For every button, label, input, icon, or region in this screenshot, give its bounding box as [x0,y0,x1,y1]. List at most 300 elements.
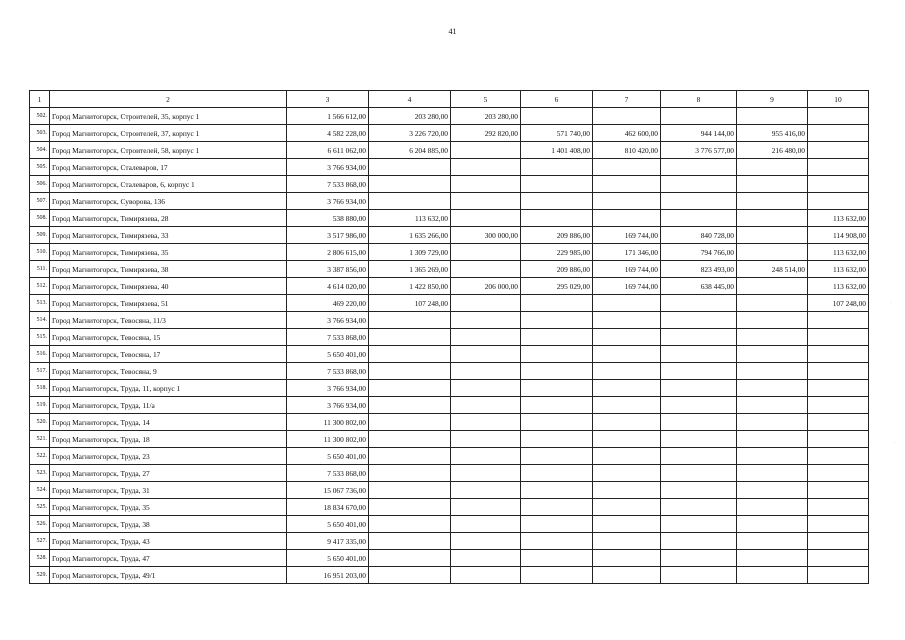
amount-cell [593,550,661,567]
amount-cell: 203 280,00 [451,108,521,125]
amount-cell [451,550,521,567]
amount-cell [737,210,808,227]
amount-cell: 113 632,00 [808,278,869,295]
amount-cell: 955 416,00 [737,125,808,142]
table-row [30,499,869,516]
amount-cell: 295 029,00 [521,278,593,295]
column-header: 8 [661,91,737,108]
amount-cell: 7 533 868,00 [287,176,369,193]
row-number-cell: 510. [30,244,50,261]
amount-cell: 248 514,00 [737,261,808,278]
amount-cell [808,125,869,142]
amount-cell [369,448,451,465]
amount-cell [737,465,808,482]
amount-cell: 1 566 612,00 [287,108,369,125]
amount-cell [593,363,661,380]
row-number-cell: 503. [30,125,50,142]
amount-cell [451,414,521,431]
table-row [30,210,869,227]
amount-cell [737,380,808,397]
row-number-cell: 513. [30,295,50,312]
data-table [29,90,869,584]
header-row [30,91,869,108]
amount-cell [808,397,869,414]
amount-cell [593,414,661,431]
amount-cell: 113 632,00 [808,244,869,261]
amount-cell: 3 226 720,00 [369,125,451,142]
amount-cell [593,516,661,533]
amount-cell [808,363,869,380]
amount-cell [661,499,737,516]
amount-cell [661,159,737,176]
amount-cell [369,550,451,567]
column-header: 6 [521,91,593,108]
amount-cell [451,482,521,499]
table-row [30,261,869,278]
amount-cell [521,312,593,329]
address-cell: Город Магнитогорск, Труда, 35 [50,499,287,516]
amount-cell: 171 346,00 [593,244,661,261]
table-row [30,550,869,567]
address-cell: Город Магнитогорск, Труда, 43 [50,533,287,550]
table-row [30,227,869,244]
address-cell: Город Магнитогорск, Труда, 31 [50,482,287,499]
amount-cell [521,159,593,176]
amount-cell [369,176,451,193]
amount-cell [737,499,808,516]
amount-cell [451,193,521,210]
amount-cell [451,329,521,346]
table-row [30,278,869,295]
amount-cell [808,499,869,516]
amount-cell: 638 445,00 [661,278,737,295]
row-number-cell: 527. [30,533,50,550]
amount-cell [521,516,593,533]
amount-cell [808,108,869,125]
address-cell: Город Магнитогорск, Тимирязева, 28 [50,210,287,227]
amount-cell: 107 248,00 [369,295,451,312]
row-number-cell: 517. [30,363,50,380]
amount-cell: 3 766 934,00 [287,312,369,329]
address-cell: Город Магнитогорск, Труда, 11, корпус 1 [50,380,287,397]
amount-cell [808,193,869,210]
amount-cell [451,567,521,584]
amount-cell [369,329,451,346]
amount-cell [593,312,661,329]
table-row [30,142,869,159]
table-row [30,176,869,193]
amount-cell: 5 650 401,00 [287,346,369,363]
amount-cell [808,431,869,448]
amount-cell: 3 766 934,00 [287,159,369,176]
amount-cell [737,278,808,295]
row-number-cell: 521. [30,431,50,448]
amount-cell: 3 387 856,00 [287,261,369,278]
amount-cell: 169 744,00 [593,227,661,244]
amount-cell [737,346,808,363]
amount-cell: 3 766 934,00 [287,193,369,210]
amount-cell [737,329,808,346]
amount-cell [593,482,661,499]
amount-cell [593,210,661,227]
amount-cell [369,380,451,397]
amount-cell [661,397,737,414]
amount-cell: 16 951 203,00 [287,567,369,584]
amount-cell [521,533,593,550]
amount-cell [593,295,661,312]
amount-cell [521,176,593,193]
amount-cell [369,499,451,516]
amount-cell [593,397,661,414]
table-row [30,567,869,584]
column-header: 5 [451,91,521,108]
amount-cell [661,380,737,397]
amount-cell [593,346,661,363]
amount-cell [369,363,451,380]
amount-cell [521,465,593,482]
amount-cell: 810 420,00 [593,142,661,159]
amount-cell: 229 985,00 [521,244,593,261]
amount-cell: 107 248,00 [808,295,869,312]
amount-cell: 11 300 802,00 [287,431,369,448]
amount-cell [593,329,661,346]
amount-cell [593,499,661,516]
amount-cell [808,414,869,431]
amount-cell: 1 401 408,00 [521,142,593,159]
amount-cell [661,465,737,482]
column-header: 2 [50,91,287,108]
amount-cell [521,363,593,380]
amount-cell: 4 614 020,00 [287,278,369,295]
table-row [30,363,869,380]
amount-cell [737,533,808,550]
amount-cell: 5 650 401,00 [287,516,369,533]
amount-cell [369,193,451,210]
row-number-cell: 520. [30,414,50,431]
amount-cell [737,397,808,414]
amount-cell [451,397,521,414]
amount-cell [661,431,737,448]
amount-cell: 113 632,00 [808,261,869,278]
row-number-cell: 529. [30,567,50,584]
amount-cell [521,329,593,346]
amount-cell [593,380,661,397]
row-number-cell: 506. [30,176,50,193]
table-row [30,244,869,261]
amount-cell [737,363,808,380]
table-row [30,380,869,397]
table-row [30,448,869,465]
table-row [30,397,869,414]
amount-cell [521,397,593,414]
amount-cell [808,448,869,465]
address-cell: Город Магнитогорск, Тимирязева, 51 [50,295,287,312]
amount-cell [521,448,593,465]
amount-cell [369,414,451,431]
row-number-cell: 526. [30,516,50,533]
amount-cell: 206 000,00 [451,278,521,295]
amount-cell: 7 533 868,00 [287,363,369,380]
amount-cell [808,312,869,329]
amount-cell [737,227,808,244]
amount-cell [451,499,521,516]
row-number-cell: 505. [30,159,50,176]
amount-cell: 1 635 266,00 [369,227,451,244]
row-number-cell: 519. [30,397,50,414]
row-number-cell: 516. [30,346,50,363]
address-cell: Город Магнитогорск, Тевосяна, 9 [50,363,287,380]
amount-cell [521,210,593,227]
amount-cell: 169 744,00 [593,278,661,295]
amount-cell: 3 776 577,00 [661,142,737,159]
amount-cell [737,193,808,210]
address-cell: Город Магнитогорск, Труда, 27 [50,465,287,482]
amount-cell [451,431,521,448]
amount-cell [593,533,661,550]
amount-cell [661,295,737,312]
amount-cell [661,533,737,550]
amount-cell [369,482,451,499]
amount-cell [451,295,521,312]
amount-cell [737,567,808,584]
amount-cell [593,108,661,125]
amount-cell [593,465,661,482]
table-row [30,329,869,346]
address-cell: Город Магнитогорск, Труда, 38 [50,516,287,533]
table-row [30,125,869,142]
amount-cell [808,550,869,567]
amount-cell [451,533,521,550]
amount-cell [808,329,869,346]
amount-cell [521,380,593,397]
address-cell: Город Магнитогорск, Суворова, 136 [50,193,287,210]
amount-cell: 113 632,00 [808,210,869,227]
amount-cell [369,465,451,482]
amount-cell [737,550,808,567]
amount-cell [451,176,521,193]
amount-cell [521,567,593,584]
amount-cell [521,550,593,567]
amount-cell [593,567,661,584]
amount-cell [521,482,593,499]
amount-cell: 209 886,00 [521,227,593,244]
amount-cell [369,346,451,363]
amount-cell: 6 204 885,00 [369,142,451,159]
row-number-cell: 512. [30,278,50,295]
amount-cell: 6 611 062,00 [287,142,369,159]
amount-cell [737,108,808,125]
column-header: 10 [808,91,869,108]
amount-cell: 18 834 670,00 [287,499,369,516]
amount-cell: 7 533 868,00 [287,329,369,346]
address-cell: Город Магнитогорск, Строителей, 58, корпус 1 [50,142,287,159]
amount-cell [521,346,593,363]
amount-cell [661,329,737,346]
table-row [30,516,869,533]
amount-cell [661,363,737,380]
row-number-cell: 507. [30,193,50,210]
row-number-cell: 522. [30,448,50,465]
amount-cell: 538 880,00 [287,210,369,227]
amount-cell: 113 632,00 [369,210,451,227]
row-number-cell: 515. [30,329,50,346]
table-body [30,91,869,584]
amount-cell [451,244,521,261]
amount-cell [661,448,737,465]
amount-cell [451,159,521,176]
row-number-cell: 514. [30,312,50,329]
amount-cell [593,159,661,176]
amount-cell [661,193,737,210]
amount-cell [661,482,737,499]
amount-cell [521,431,593,448]
amount-cell: 1 309 729,00 [369,244,451,261]
table-row [30,414,869,431]
amount-cell: 1 422 850,00 [369,278,451,295]
amount-cell: 203 280,00 [369,108,451,125]
amount-cell: 15 067 736,00 [287,482,369,499]
amount-cell: 944 144,00 [661,125,737,142]
amount-cell [369,567,451,584]
amount-cell [451,465,521,482]
amount-cell [737,516,808,533]
row-number-cell: 524. [30,482,50,499]
amount-cell [808,346,869,363]
scan-speck: · [893,440,895,446]
scan-speck: · [890,300,892,306]
amount-cell: 1 365 269,00 [369,261,451,278]
amount-cell: 300 000,00 [451,227,521,244]
row-number-cell: 508. [30,210,50,227]
address-cell: Город Магнитогорск, Строителей, 35, корпус 1 [50,108,287,125]
amount-cell: 571 740,00 [521,125,593,142]
amount-cell [661,210,737,227]
amount-cell [593,448,661,465]
amount-cell [451,142,521,159]
amount-cell: 823 493,00 [661,261,737,278]
amount-cell: 11 300 802,00 [287,414,369,431]
amount-cell [808,533,869,550]
table-row [30,465,869,482]
address-cell: Город Магнитогорск, Сталеваров, 17 [50,159,287,176]
amount-cell [808,516,869,533]
address-cell: Город Магнитогорск, Труда, 47 [50,550,287,567]
amount-cell: 4 582 228,00 [287,125,369,142]
amount-cell: 169 744,00 [593,261,661,278]
amount-cell [521,193,593,210]
amount-cell [808,380,869,397]
row-number-cell: 511. [30,261,50,278]
table-row [30,193,869,210]
row-number-cell: 504. [30,142,50,159]
amount-cell [521,108,593,125]
amount-cell [661,312,737,329]
amount-cell [451,210,521,227]
address-cell: Город Магнитогорск, Строителей, 37, корпус 1 [50,125,287,142]
page-number: 41 [448,27,457,36]
amount-cell [521,295,593,312]
amount-cell [737,482,808,499]
amount-cell: 5 650 401,00 [287,550,369,567]
amount-cell [737,176,808,193]
amount-cell [451,363,521,380]
table-row [30,346,869,363]
amount-cell [661,516,737,533]
amount-cell [521,499,593,516]
table-row [30,431,869,448]
row-number-cell: 502. [30,108,50,125]
amount-cell [451,312,521,329]
amount-cell [451,261,521,278]
amount-cell [451,516,521,533]
table-row [30,533,869,550]
amount-cell [661,108,737,125]
amount-cell [737,244,808,261]
amount-cell [808,482,869,499]
amount-cell: 462 600,00 [593,125,661,142]
column-header: 4 [369,91,451,108]
address-cell: Город Магнитогорск, Тимирязева, 35 [50,244,287,261]
amount-cell [737,295,808,312]
amount-cell [808,159,869,176]
amount-cell [661,567,737,584]
amount-cell: 209 886,00 [521,261,593,278]
amount-cell [593,431,661,448]
address-cell: Город Магнитогорск, Тевосяна, 15 [50,329,287,346]
amount-cell [451,380,521,397]
row-number-cell: 509. [30,227,50,244]
address-cell: Город Магнитогорск, Труда, 14 [50,414,287,431]
amount-cell [737,448,808,465]
address-cell: Город Магнитогорск, Тимирязева, 33 [50,227,287,244]
address-cell: Город Магнитогорск, Труда, 49/1 [50,567,287,584]
column-header: 1 [30,91,50,108]
amount-cell [369,431,451,448]
amount-cell: 794 766,00 [661,244,737,261]
column-header: 3 [287,91,369,108]
row-number-cell: 528. [30,550,50,567]
amount-cell [661,176,737,193]
column-header: 7 [593,91,661,108]
amount-cell: 3 766 934,00 [287,397,369,414]
amount-cell [369,516,451,533]
amount-cell: 840 728,00 [661,227,737,244]
address-cell: Город Магнитогорск, Сталеваров, 6, корпус 1 [50,176,287,193]
amount-cell [661,550,737,567]
row-number-cell: 523. [30,465,50,482]
amount-cell: 3 766 934,00 [287,380,369,397]
amount-cell [737,159,808,176]
amount-cell: 114 908,00 [808,227,869,244]
table-row [30,482,869,499]
amount-cell [661,346,737,363]
amount-cell [808,142,869,159]
amount-cell: 9 417 335,00 [287,533,369,550]
amount-cell [369,397,451,414]
row-number-cell: 525. [30,499,50,516]
amount-cell: 3 517 986,00 [287,227,369,244]
amount-cell [369,533,451,550]
amount-cell [593,193,661,210]
amount-cell [451,346,521,363]
amount-cell [737,414,808,431]
amount-cell [451,448,521,465]
table-row [30,312,869,329]
address-cell: Город Магнитогорск, Труда, 18 [50,431,287,448]
amount-cell [593,176,661,193]
table-row [30,295,869,312]
amount-cell [808,176,869,193]
